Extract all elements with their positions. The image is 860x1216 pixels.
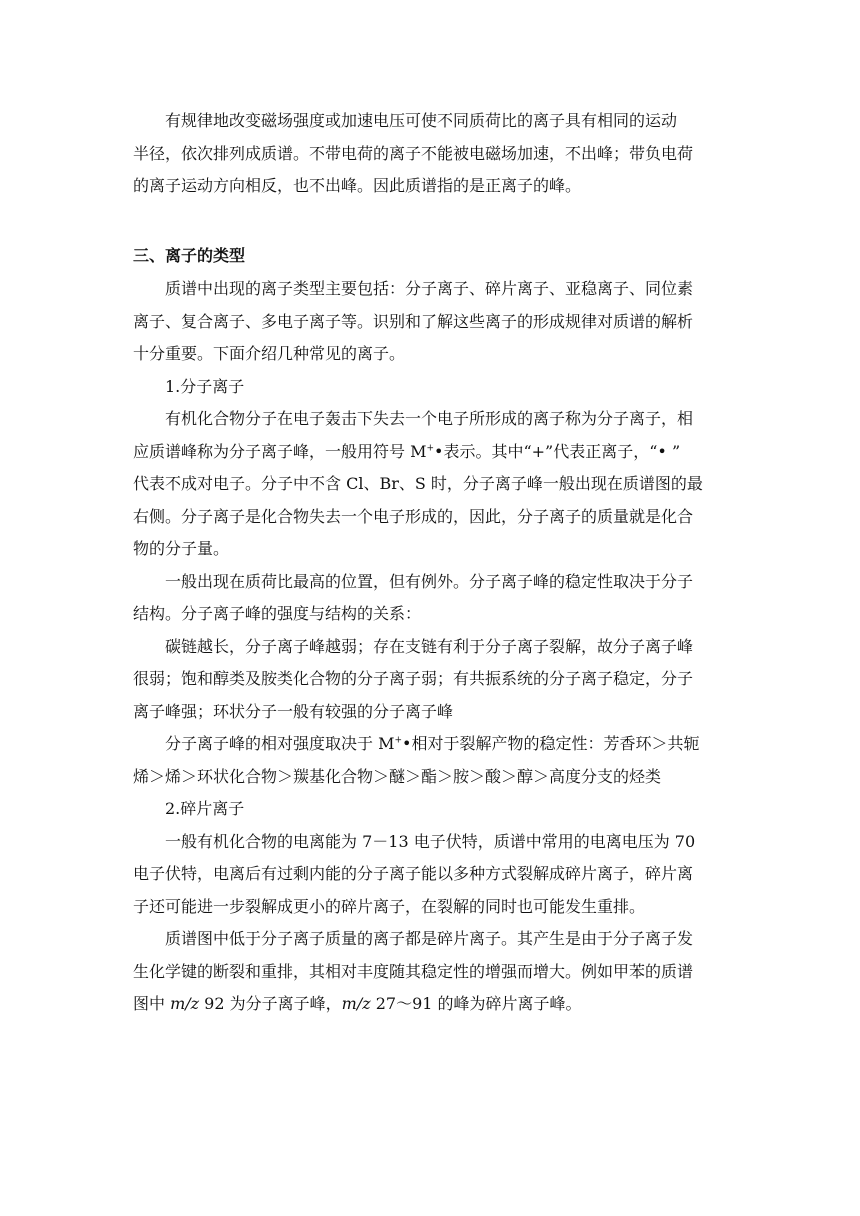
text-segment: 图中 bbox=[133, 994, 171, 1013]
text-line: 很弱；饱和醇类及胺类化合物的分子离子弱；有共振系统的分子离子稳定，分子 bbox=[133, 669, 694, 688]
text-line bbox=[133, 728, 729, 761]
text-line: 离子峰强；环状分子一般有较强的分子离子峰 bbox=[133, 701, 454, 721]
superscript-plus: + bbox=[426, 443, 435, 454]
text-line: 右侧。分子离子是化合物失去一个电子形成的，因此，分子离子的质量就是化合 bbox=[133, 506, 694, 526]
text-line: 质谱图中低于分子离子质量的离子都是碎片离子。其产生是由于分子离子发 bbox=[165, 929, 694, 948]
text-line: 子还可能进一步裂解成更小的碎片离子，在裂解的同时也可能发生重排。 bbox=[133, 896, 646, 916]
text-line: 烯＞烯＞环状化合物＞羰基化合物＞醚＞酯＞胺＞酸＞醇＞高度分支的烃类 bbox=[133, 766, 662, 786]
italic-mz: m/z bbox=[170, 994, 200, 1013]
italic-mz: m/z bbox=[341, 994, 371, 1013]
text-line: 质谱中出现的离子类型主要包括：分子离子、碎片离子、亚稳离子、同位素 bbox=[165, 279, 694, 298]
text-line: 半径，依次排列成质谱。不带电荷的离子不能被电磁场加速，不出峰；带负电荷 bbox=[133, 143, 694, 163]
text-line: 代表不成对电子。分子中不含 Cl、Br、S 时，分子离子峰一般出现在质谱图的最 bbox=[133, 474, 703, 493]
text-segment: 分子离子峰的相对强度取决于 M bbox=[165, 734, 395, 753]
text-line: 的离子运动方向相反，也不出峰。因此质谱指的是正离子的峰。 bbox=[133, 176, 582, 195]
text-line: 有机化合物分子在电子轰击下失去一个电子所形成的离子称为分子离子，相 bbox=[165, 409, 694, 428]
text-line: 十分重要。下面介绍几种常见的离子。 bbox=[133, 344, 406, 363]
text-line: 碳链越长，分子离子峰越弱；存在支链有利于分子离子裂解，故分子离子峰 bbox=[165, 636, 694, 656]
paragraph-ion-types bbox=[133, 273, 729, 1021]
text-segment: 应质谱峰称为分子离子峰，一般用符号 M bbox=[133, 441, 427, 461]
subheading-fragment-ion: 2.碎片离子 bbox=[165, 799, 245, 818]
superscript-plus: + bbox=[394, 735, 403, 746]
text-line bbox=[133, 988, 729, 1021]
text-line bbox=[133, 436, 729, 469]
subheading-molecular-ion: 1.分子离子 bbox=[165, 376, 245, 396]
text-line: 一般出现在质荷比最高的位置，但有例外。分子离子峰的稳定性取决于分子 bbox=[165, 571, 694, 591]
paragraph-mass-spectrum-principle bbox=[133, 105, 729, 203]
text-segment: 92 为分子离子峰， bbox=[199, 994, 342, 1013]
text-line: 一般有机化合物的电离能为 7－13 电子伏特，质谱中常用的电离电压为 70 bbox=[165, 831, 696, 851]
text-segment: •相对于裂解产物的稳定性：芳香环＞共轭 bbox=[402, 734, 700, 753]
text-line: 离子、复合离子、多电子离子等。识别和了解这些离子的形成规律对质谱的解析 bbox=[133, 311, 694, 331]
text-line: 电子伏特，电离后有过剩内能的分子离子能以多种方式裂解成碎片离子，碎片离 bbox=[133, 864, 694, 883]
section-heading: 三、离子的类型 bbox=[133, 246, 246, 265]
text-segment: •表示。其中“+”代表正离子，“• ” bbox=[434, 441, 681, 461]
text-line: 有规律地改变磁场强度或加速电压可使不同质荷比的离子具有相同的运动 bbox=[165, 111, 678, 130]
text-segment: 27～91 的峰为碎片离子峰。 bbox=[370, 994, 582, 1013]
text-line: 生化学键的断裂和重排，其相对丰度随其稳定性的增强而增大。例如甲苯的质谱 bbox=[133, 961, 694, 981]
text-line: 物的分子量。 bbox=[133, 539, 230, 558]
text-line: 结构。分子离子峰的强度与结构的关系： bbox=[133, 604, 422, 623]
